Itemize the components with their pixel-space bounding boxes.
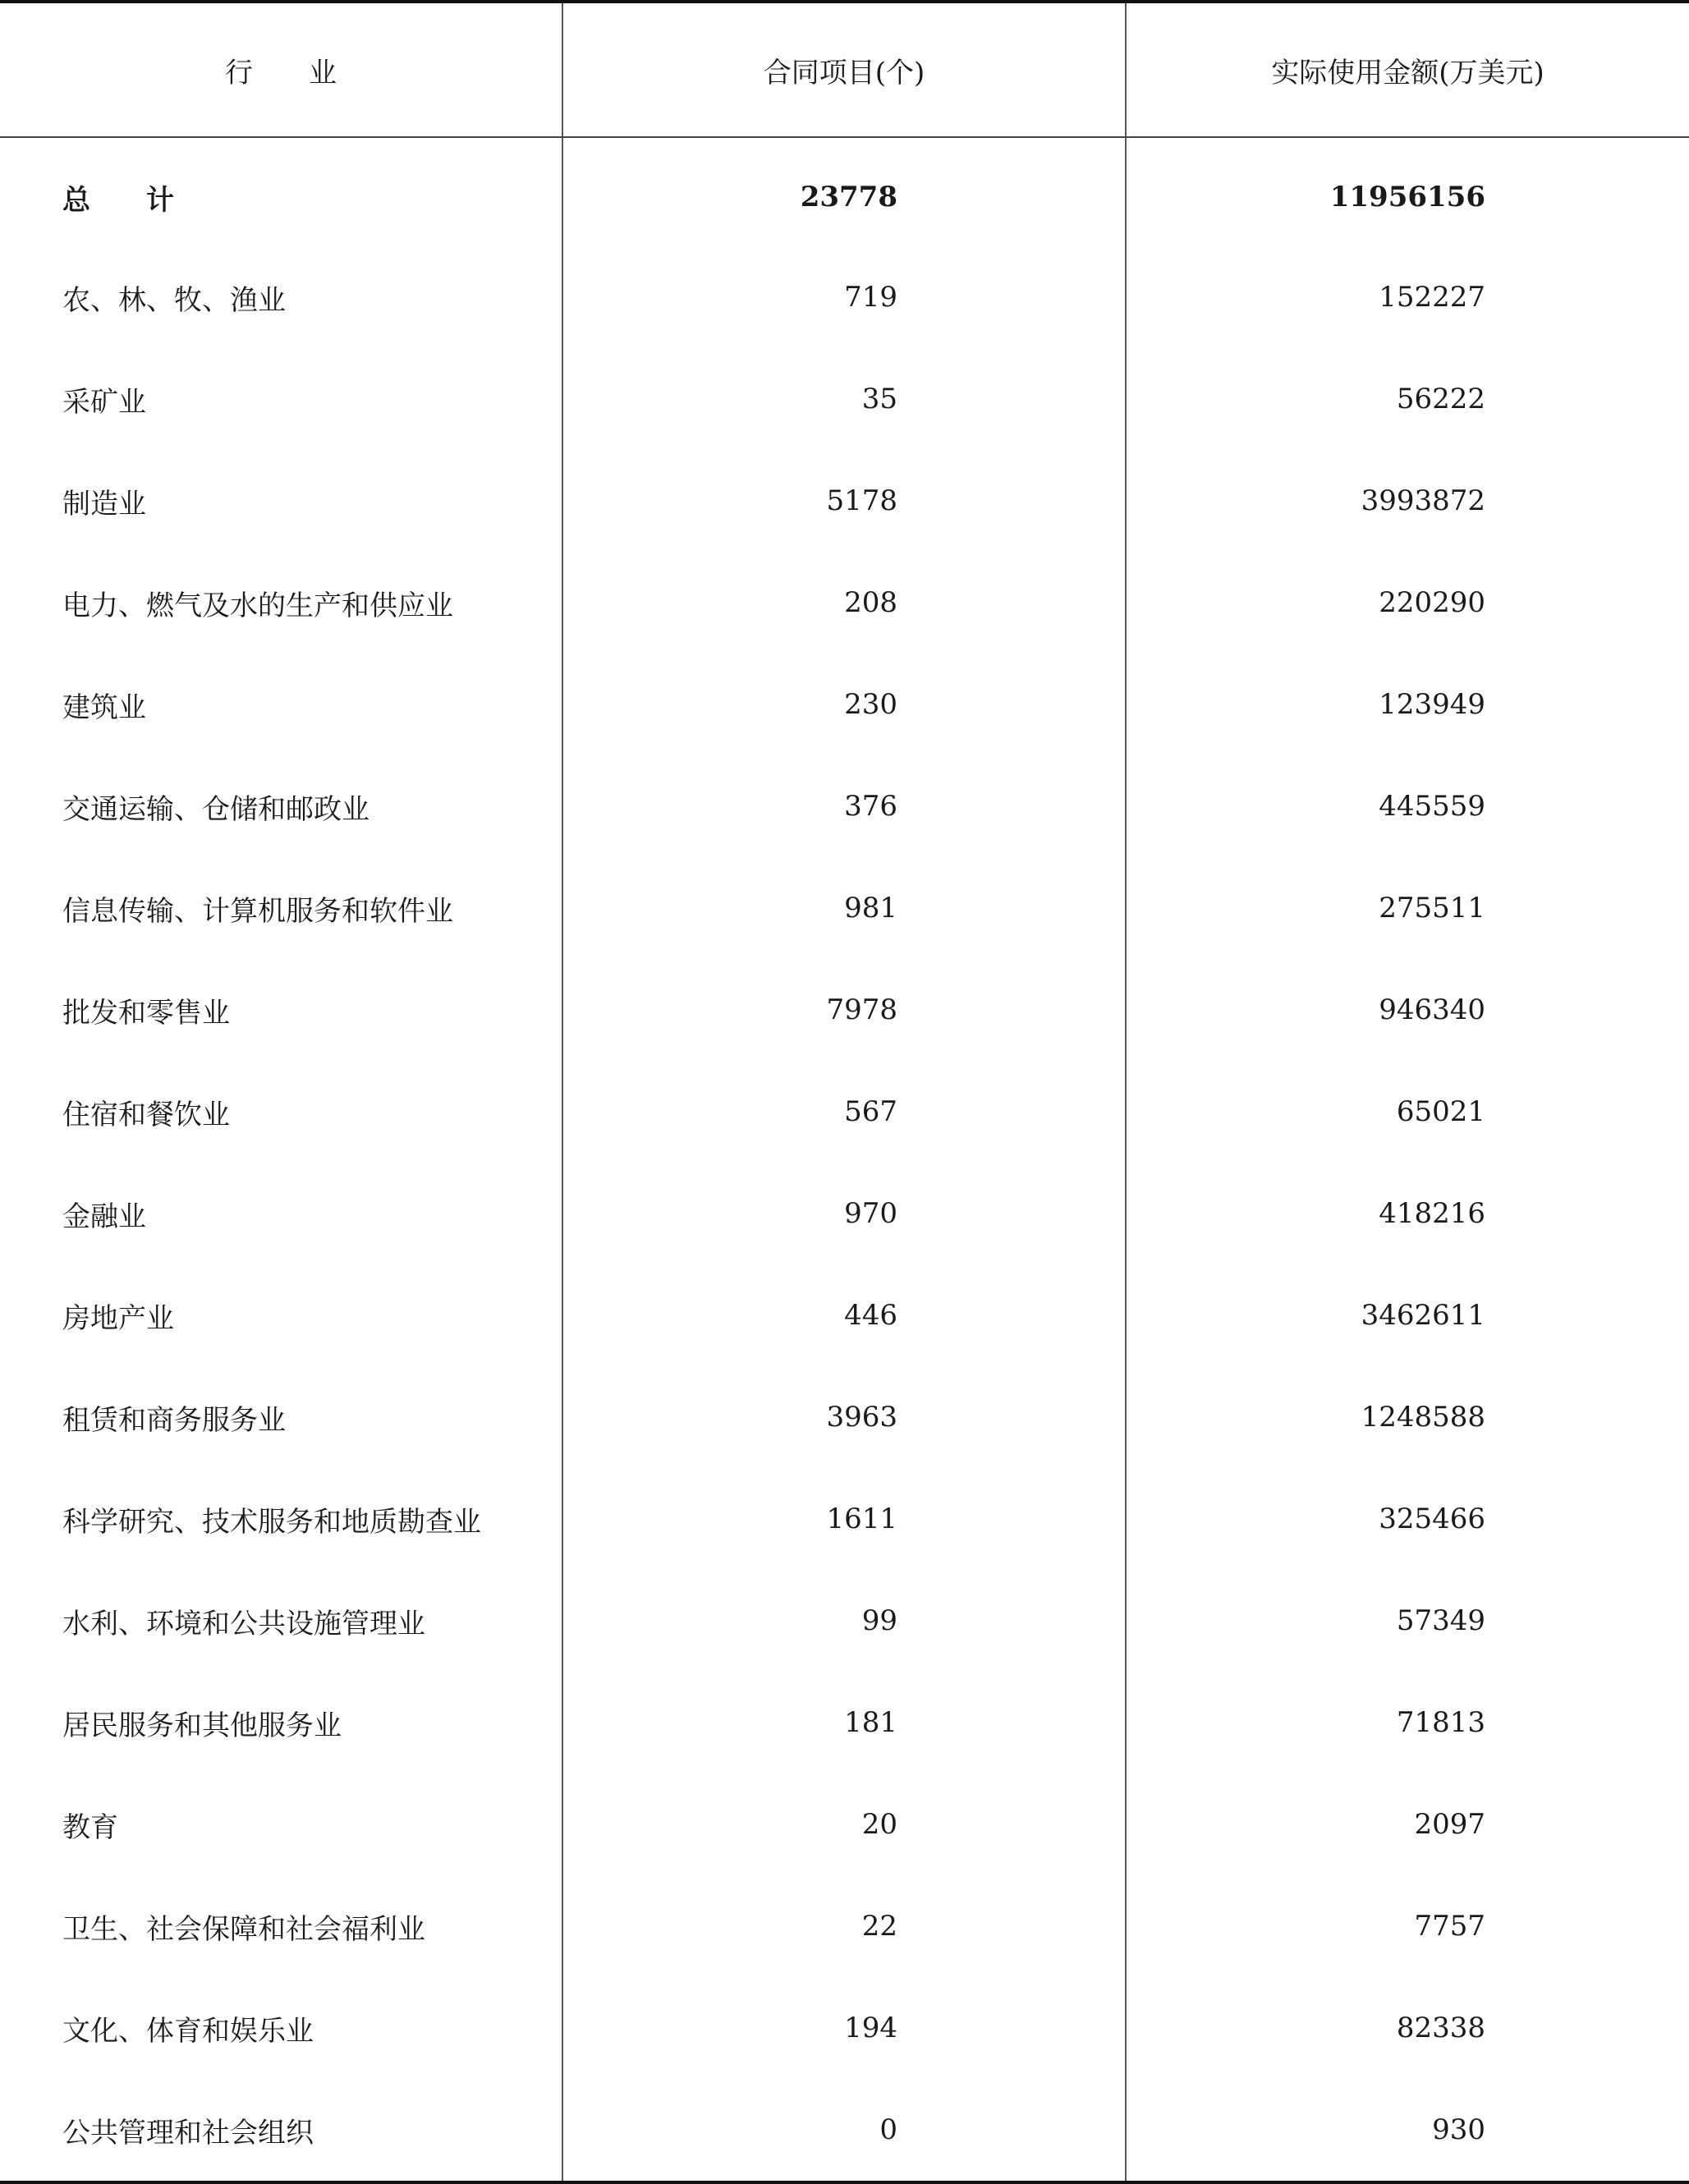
actual-amount: 275511: [1126, 857, 1689, 959]
total-row: [0, 137, 1689, 246]
table-row: [0, 1672, 1689, 1773]
actual-amount: 2097: [1126, 1773, 1689, 1875]
actual-amount: 946340: [1126, 959, 1689, 1061]
actual-amount: 418216: [1126, 1163, 1689, 1264]
industry-name: 房地产业: [62, 1301, 174, 1335]
actual-amount: 7757: [1126, 1875, 1689, 1977]
table-row: [0, 552, 1689, 654]
contract-count: 5178: [562, 450, 1126, 552]
actual-amount: 930: [1126, 2079, 1689, 2182]
actual-amount: 3993872: [1126, 450, 1689, 552]
contract-count: 446: [562, 1264, 1126, 1366]
contract-count: 22: [562, 1875, 1126, 1977]
actual-amount: 82338: [1126, 1977, 1689, 2079]
contract-count: 3963: [562, 1366, 1126, 1468]
industry-name: 教育: [62, 1810, 118, 1844]
table-row: [0, 246, 1689, 348]
header-amount: 实际使用金额(万美元): [1126, 2, 1689, 137]
total-amount: 11956156: [1126, 137, 1689, 246]
industry-name: 农、林、牧、渔业: [62, 283, 286, 317]
table-row: [0, 1977, 1689, 2079]
contract-count: 719: [562, 246, 1126, 348]
header-industry: 行 业: [0, 2, 562, 137]
contract-count: 20: [562, 1773, 1126, 1875]
table-body: [0, 137, 1689, 2182]
industry-name: 住宿和餐饮业: [62, 1098, 230, 1131]
table-row: [0, 2079, 1689, 2182]
contract-count: 0: [562, 2079, 1126, 2182]
industry-name: 科学研究、技术服务和地质勘查业: [62, 1505, 481, 1539]
contract-count: 208: [562, 552, 1126, 654]
table-row: [0, 1875, 1689, 1977]
industry-name: 批发和零售业: [62, 996, 230, 1030]
contract-count: 981: [562, 857, 1126, 959]
table-row: [0, 1570, 1689, 1672]
contract-count: 99: [562, 1570, 1126, 1672]
actual-amount: 71813: [1126, 1672, 1689, 1773]
contract-count: 181: [562, 1672, 1126, 1773]
actual-amount: 3462611: [1126, 1264, 1689, 1366]
table-row: [0, 1468, 1689, 1570]
industry-name: 水利、环境和公共设施管理业: [62, 1607, 425, 1640]
actual-amount: 325466: [1126, 1468, 1689, 1570]
header-row: [0, 2, 1689, 137]
table-row: [0, 1773, 1689, 1875]
table-row: [0, 1163, 1689, 1264]
actual-amount: 57349: [1126, 1570, 1689, 1672]
contract-count: 970: [562, 1163, 1126, 1264]
header-contracts: 合同项目(个): [562, 2, 1126, 137]
actual-amount: 65021: [1126, 1061, 1689, 1163]
actual-amount: 152227: [1126, 246, 1689, 348]
total-contracts: 23778: [562, 137, 1126, 246]
contract-count: 230: [562, 654, 1126, 755]
actual-amount: 123949: [1126, 654, 1689, 755]
industry-name: 公共管理和社会组织: [62, 2116, 314, 2150]
industry-name: 信息传输、计算机服务和软件业: [62, 894, 453, 928]
industry-name: 卫生、社会保障和社会福利业: [62, 1912, 425, 1946]
table-row: [0, 1264, 1689, 1366]
total-label: 总 计: [62, 183, 174, 217]
table-row: [0, 1061, 1689, 1163]
table-header: [0, 2, 1689, 137]
contract-count: 194: [562, 1977, 1126, 2079]
table-row: [0, 348, 1689, 450]
industry-name: 建筑业: [62, 691, 146, 724]
actual-amount: 220290: [1126, 552, 1689, 654]
table-row: [0, 857, 1689, 959]
industry-name: 居民服务和其他服务业: [62, 1709, 342, 1742]
actual-amount: 445559: [1126, 755, 1689, 857]
contract-count: 7978: [562, 959, 1126, 1061]
industry-name: 制造业: [62, 487, 146, 521]
actual-amount: 1248588: [1126, 1366, 1689, 1468]
industry-name: 采矿业: [62, 385, 146, 419]
industry-name: 文化、体育和娱乐业: [62, 2014, 314, 2048]
contract-count: 1611: [562, 1468, 1126, 1570]
table-row: [0, 654, 1689, 755]
industry-name: 金融业: [62, 1200, 146, 1233]
contract-count: 567: [562, 1061, 1126, 1163]
industry-name: 租赁和商务服务业: [62, 1403, 286, 1437]
industry-name: 交通运输、仓储和邮政业: [62, 792, 369, 826]
table-row: [0, 959, 1689, 1061]
table-row: [0, 450, 1689, 552]
table-row: [0, 755, 1689, 857]
contract-count: 376: [562, 755, 1126, 857]
contract-count: 35: [562, 348, 1126, 450]
industry-name: 电力、燃气及水的生产和供应业: [62, 589, 453, 622]
actual-amount: 56222: [1126, 348, 1689, 450]
table-row: [0, 1366, 1689, 1468]
